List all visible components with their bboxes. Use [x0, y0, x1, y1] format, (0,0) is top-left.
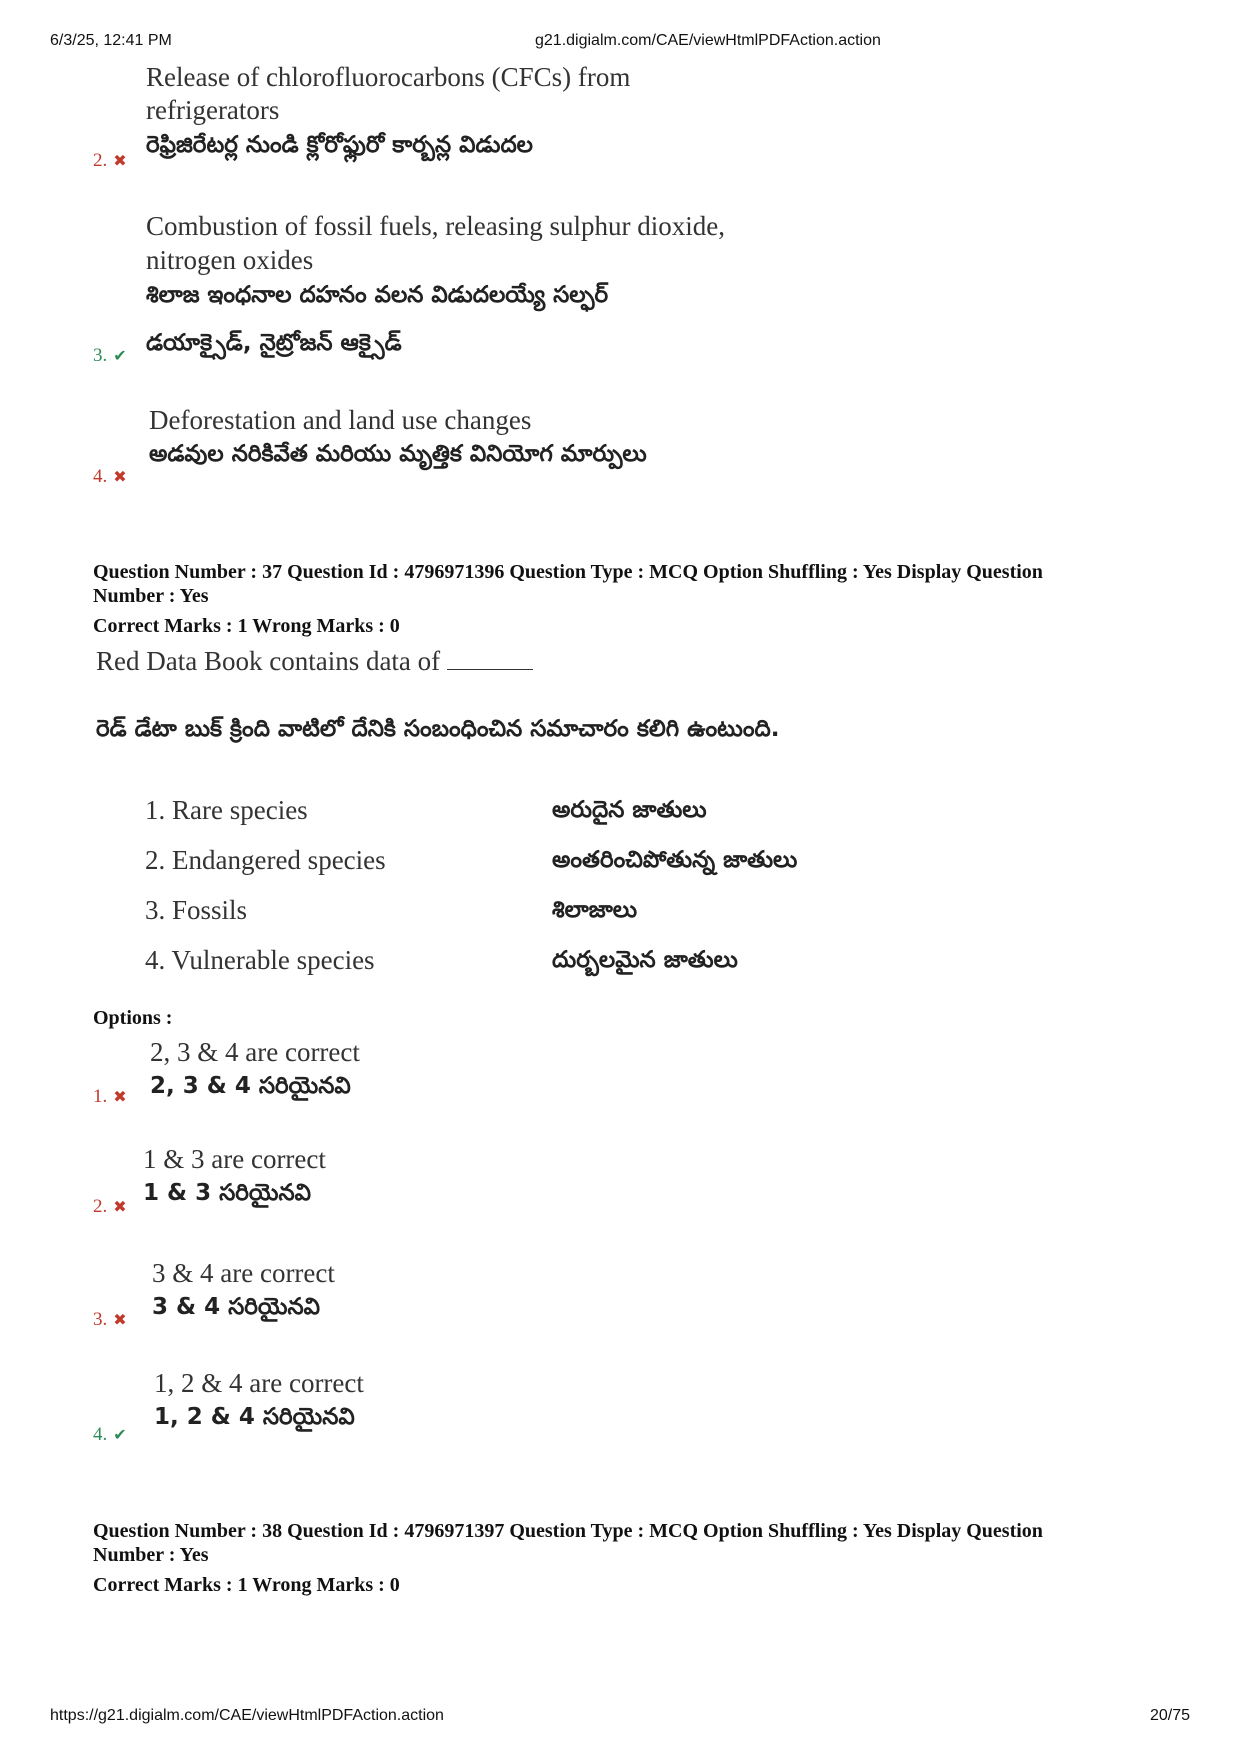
question-text-en: Red Data Book contains data of [96, 644, 533, 678]
check-mark-icon: ✔ [113, 346, 127, 365]
option-number: 1. ✖ [93, 1086, 127, 1107]
option-text-te: శిలాజ ఇంధనాల దహనం వలన విడుదలయ్యే సల్ఫర్ [146, 282, 609, 308]
cross-mark-icon: ✖ [113, 1310, 127, 1329]
option-text-en: 3 & 4 are correct [152, 1258, 335, 1288]
page-number: 20/75 [1150, 1707, 1191, 1724]
option-number: 2. ✖ [93, 1196, 127, 1217]
list-item: 2. Endangered species [145, 845, 386, 875]
list-item: 4. Vulnerable species [145, 945, 375, 975]
list-item: 3. Fossils [145, 895, 248, 925]
option-text-te: డయాక్సైడ్, నైట్రోజన్ ఆక్సైడ్ [146, 330, 402, 356]
question-marks: Correct Marks : 1 Wrong Marks : 0 [93, 1574, 400, 1596]
print-url: g21.digialm.com/CAE/viewHtmlPDFAction.action [535, 32, 881, 49]
footer-url: https://g21.digialm.com/CAE/viewHtmlPDFAction.action [50, 1707, 444, 1724]
list-item-te: అంతరించిపోతున్న జాతులు [552, 847, 798, 873]
option-text-te: 1, 2 & 4 సరియైనవి [154, 1404, 355, 1430]
option-text-en: Combustion of fossil fuels, releasing sulphur dioxide, [146, 211, 725, 241]
option-text-en: 1, 2 & 4 are correct [154, 1368, 364, 1398]
option-text-en: refrigerators [146, 95, 280, 125]
list-item-te: అరుదైన జాతులు [552, 797, 707, 823]
option-text-te: 3 & 4 సరియైనవి [152, 1294, 320, 1320]
cross-mark-icon: ✖ [113, 1197, 127, 1216]
option-text-te: 1 & 3 సరియైనవి [143, 1180, 311, 1206]
list-item: 1. Rare species [145, 795, 308, 825]
option-text-en: 1 & 3 are correct [143, 1144, 326, 1174]
option-number: 3. ✖ [93, 1309, 127, 1330]
option-text-en: Release of chlorofluorocarbons (CFCs) from [146, 62, 631, 92]
option-text-en: nitrogen oxides [146, 245, 314, 275]
option-text-te: 2, 3 & 4 సరియైనవి [150, 1073, 351, 1099]
cross-mark-icon: ✖ [113, 1087, 127, 1106]
option-text-te: రెఫ్రిజిరేటర్ల నుండి క్లోరోఫ్లురో కార్బన్ల విడుదల [146, 132, 533, 158]
list-item-te: దుర్బలమైన జాతులు [552, 947, 738, 973]
question-meta: Question Number : 38 Question Id : 4796971397 Question Type : MCQ Option Shuffling : Yes Display Question [93, 1520, 1043, 1542]
cross-mark-icon: ✖ [113, 151, 127, 170]
option-number: 4. ✔ [93, 1424, 127, 1445]
question-text-te: రెడ్ డేటా బుక్ క్రింది వాటిలో దేనికి సంబంధించిన సమాచారం కలిగి ఉంటుంది. [96, 716, 780, 742]
cross-mark-icon: ✖ [113, 467, 127, 486]
option-number: 3. ✔ [93, 345, 127, 366]
option-text-en: Deforestation and land use changes [149, 405, 532, 435]
question-meta: Question Number : 37 Question Id : 4796971396 Question Type : MCQ Option Shuffling : Yes Display Question [93, 561, 1043, 583]
print-datetime: 6/3/25, 12:41 PM [50, 32, 172, 49]
question-marks: Correct Marks : 1 Wrong Marks : 0 [93, 615, 400, 637]
options-label: Options : [93, 1007, 173, 1029]
option-number: 4. ✖ [93, 466, 127, 487]
option-text-en: 2, 3 & 4 are correct [150, 1037, 360, 1067]
list-item-te: శిలాజాలు [552, 897, 638, 923]
blank-line [447, 647, 533, 670]
option-number: 2. ✖ [93, 150, 127, 171]
question-meta: Number : Yes [93, 585, 209, 607]
check-mark-icon: ✔ [113, 1425, 127, 1444]
question-meta: Number : Yes [93, 1544, 209, 1566]
option-text-te: అడవుల నరికివేత మరియు మృత్తిక వినియోగ మార్పులు [149, 441, 647, 467]
